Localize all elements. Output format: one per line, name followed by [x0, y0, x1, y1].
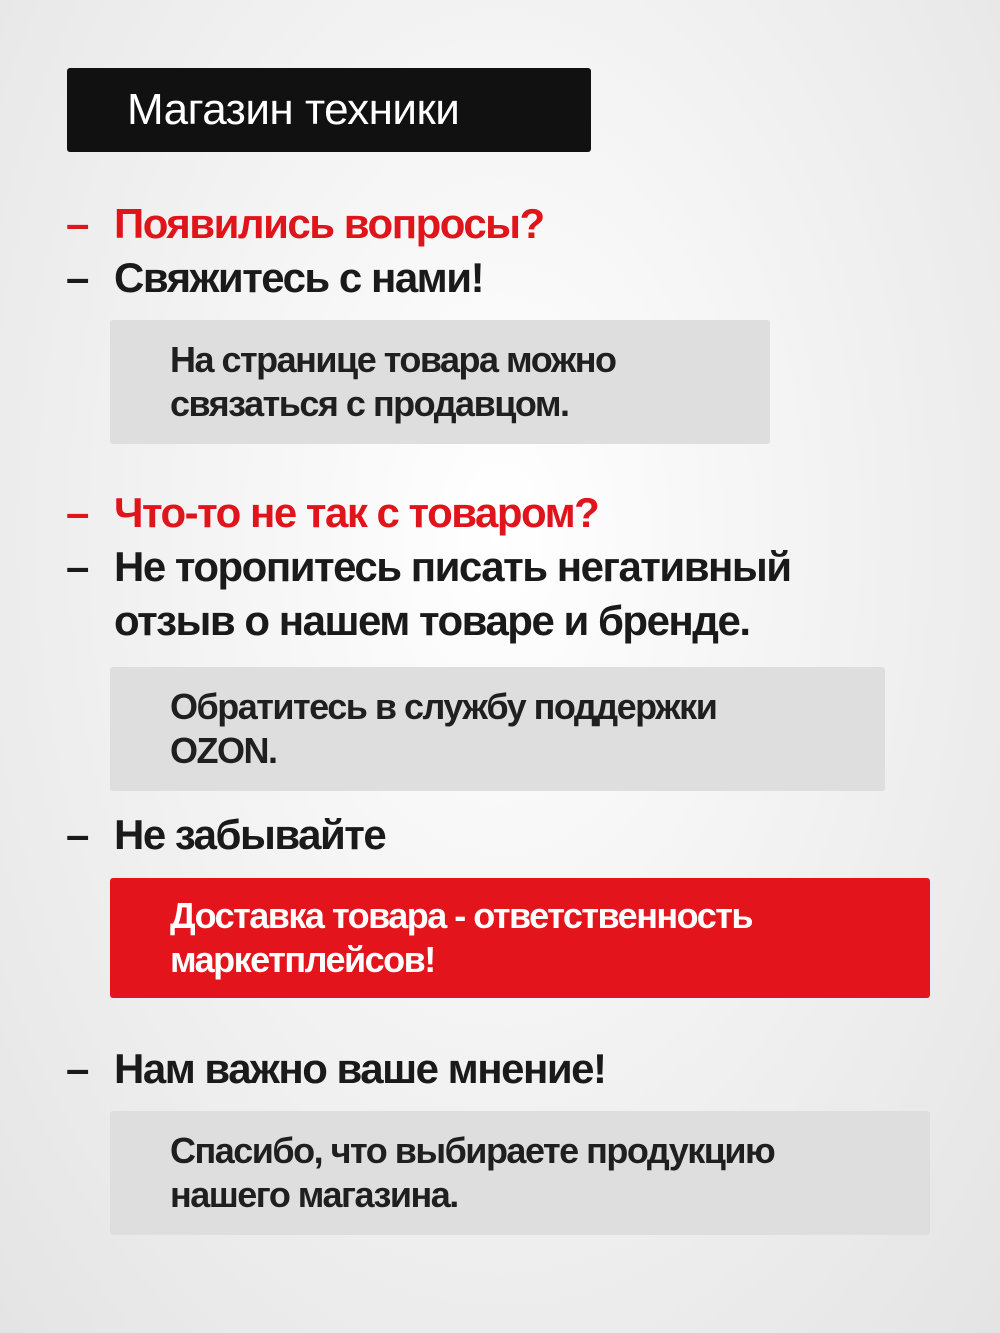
problem-answer-1: Не торопитесь писать негативный	[114, 543, 791, 590]
questions-answer: Свяжитесь с нами!	[114, 254, 484, 301]
problem-note-box	[110, 667, 885, 791]
reminder-heading	[66, 808, 385, 862]
dash-mark: –	[66, 543, 88, 590]
opinion-text: Нам важно ваше мнение!	[114, 1045, 606, 1092]
reminder-text: Не забывайте	[114, 811, 386, 858]
questions-answer-line	[66, 251, 483, 305]
problem-note-line-2: OZON.	[170, 730, 277, 771]
problem-question: Что-то не так с товаром?	[114, 489, 599, 536]
dash-mark: –	[66, 811, 88, 858]
opinion-heading	[66, 1042, 606, 1096]
questions-heading	[66, 197, 544, 251]
problem-heading	[66, 486, 598, 540]
store-title: Магазин техники	[127, 85, 460, 134]
problem-answer-line-2: отзыв о нашем товаре и бренде.	[114, 597, 750, 644]
dash-mark: –	[66, 489, 88, 536]
questions-note-line-1: На странице товара можно	[170, 339, 616, 380]
thanks-note-line-2: нашего магазина.	[170, 1174, 458, 1215]
thanks-note-line-1: Спасибо, что выбираете продукцию	[170, 1130, 775, 1171]
problem-answer-line-1	[66, 540, 791, 594]
dash-mark: –	[66, 1045, 88, 1092]
delivery-note-box	[110, 878, 930, 998]
dash-mark: –	[66, 200, 88, 247]
delivery-note-line-1: Доставка товара - ответственность	[170, 895, 752, 936]
questions-note-line-2: связаться с продавцом.	[170, 383, 569, 424]
dash-mark: –	[66, 254, 88, 301]
store-title-badge	[67, 68, 591, 152]
problem-note-line-1: Обратитесь в службу поддержки	[170, 686, 717, 727]
questions-question: Появились вопросы?	[114, 200, 544, 247]
questions-note-box	[110, 320, 770, 444]
delivery-note-line-2: маркетплейсов!	[170, 939, 435, 980]
thanks-note-box	[110, 1111, 930, 1235]
